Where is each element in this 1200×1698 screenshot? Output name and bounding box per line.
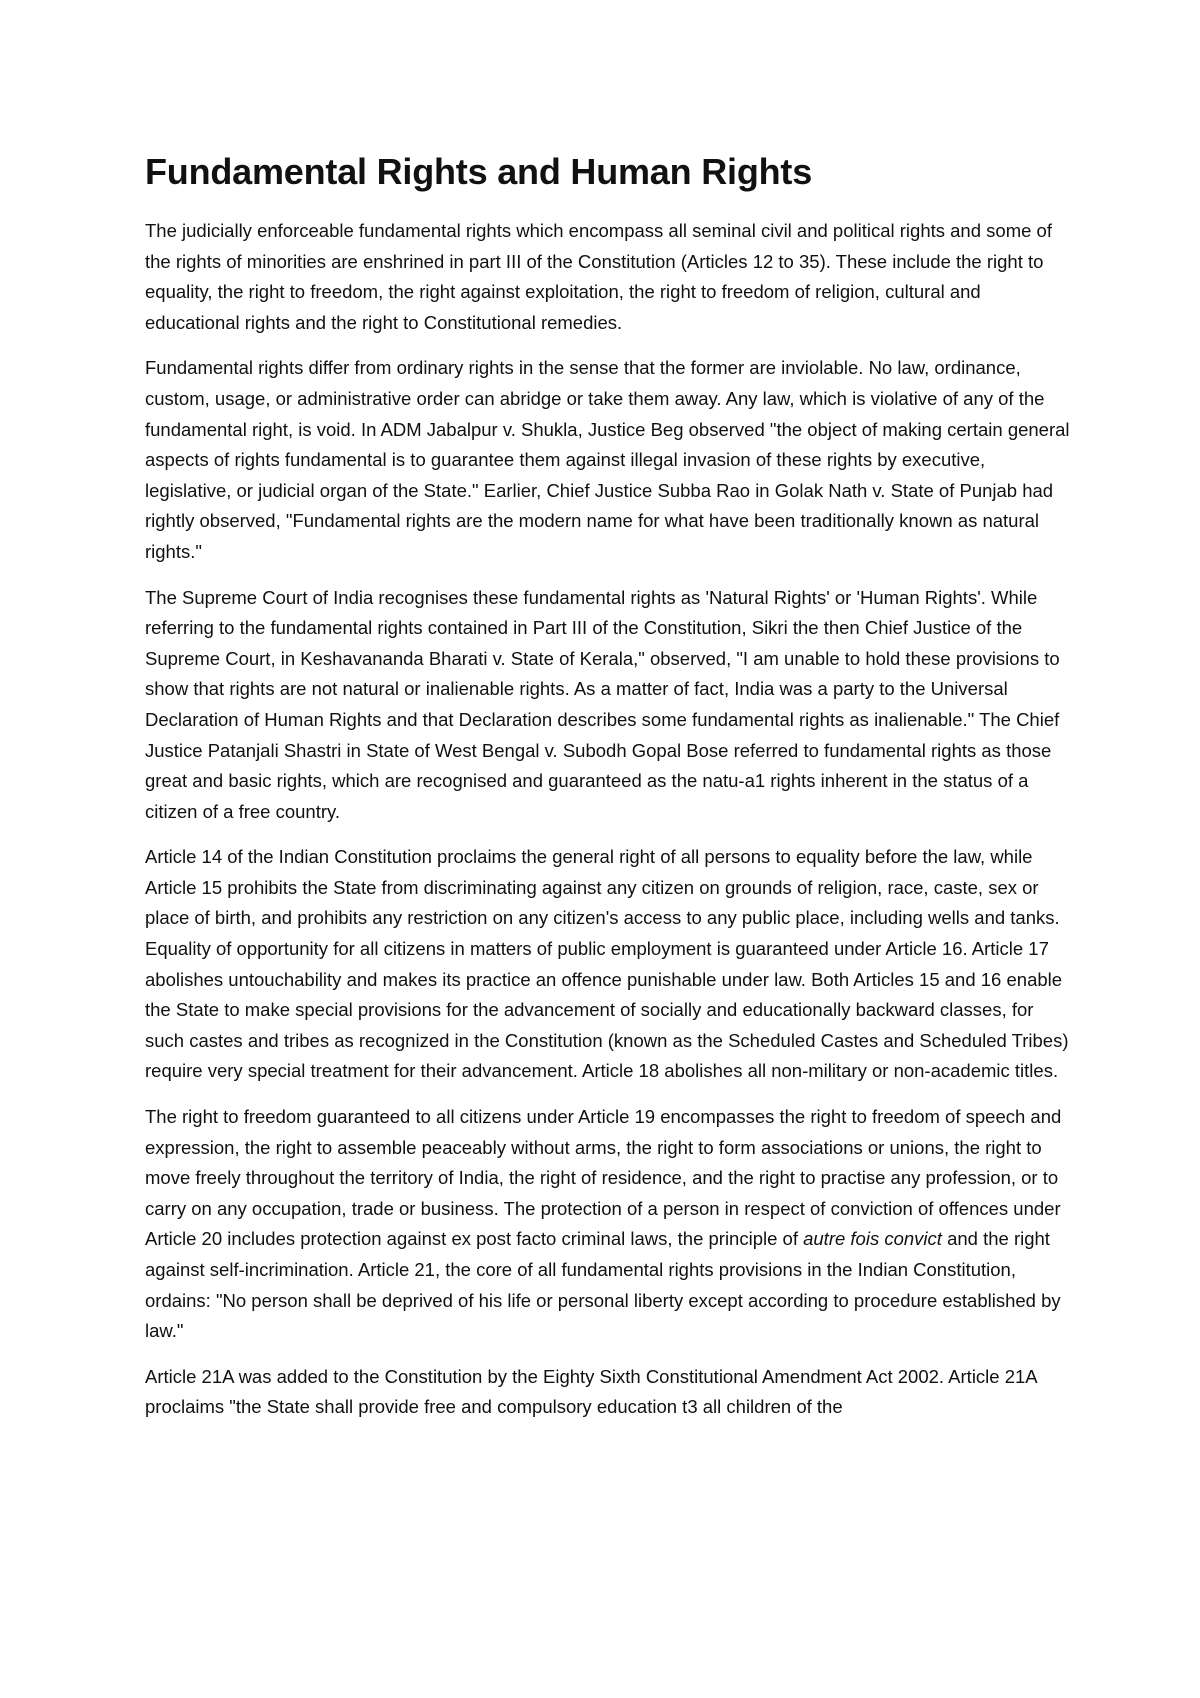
paragraph-5-text-after: and the right against self-incrimination. Article 21, the core of all fundamental rights provisions in the Indian Constitution, ordains: "No person shall be deprived of his life or personal liberty except according to procedure established by law." — [145, 1228, 1061, 1342]
paragraph-5-text-before: The right to freedom guaranteed to all citizens under Article 19 encompasses the right to freedom of speech and expression, the right to assemble peaceably without arms, the right to form associations or unions, the right to move freely throughout the territory of India, the right of residence, and the right to practise any profession, or to carry on any occupation, trade or business. The protection of a person in respect of conviction of offences under Article 20 includes protection against ex post facto criminal laws, the principle of — [145, 1106, 1062, 1250]
paragraph-4: Article 14 of the Indian Constitution proclaims the general right of all persons to equality before the law, while Article 15 prohibits the State from discriminating against any citizen on grounds of religion, race, caste, sex or place of birth, and prohibits any restriction on any citizen's access to any public place, including wells and tanks. Equality of opportunity for all citizens in matters of public employment is guaranteed under Article 16. Article 17 abolishes untouchability and makes its practice an offence punishable under law. Both Articles 15 and 16 enable the State to make special provisions for the advancement of socially and educationally backward classes, for such castes and tribes as recognized in the Constitution (known as the Scheduled Castes and Scheduled Tribes) require very special treatment for their advancement. Article 18 abolishes all non-military or non-academic titles. — [145, 846, 1069, 1082]
paragraph-5 — [145, 1102, 1070, 1347]
paragraph-2: Fundamental rights differ from ordinary rights in the sense that the former are inviolable. No law, ordinance, custom, usage, or administrative order can abridge or take them away. Any law, which is violative of any of the fundamental right, is void. In ADM Jabalpur v. Shukla, Justice Beg observed "the object of making certain general aspects of rights fundamental is to guarantee them against illegal invasion of these rights by executive, legislative, or judicial organ of the State." Earlier, Chief Justice Subba Rao in Golak Nath v. State of Punjab had rightly observed, "Fundamental rights are the modern name for what have been traditionally known as natural rights." — [145, 357, 1070, 562]
document-title: Fundamental Rights and Human Rights — [145, 151, 813, 192]
paragraph-1: The judicially enforceable fundamental rights which encompass all seminal civil and political rights and some of the rights of minorities are enshrined in part III of the Constitution (Articles 12 to 35). These include the right to equality, the right to freedom, the right against exploitation, the right to freedom of religion, cultural and educational rights and the right to Constitutional remedies. — [145, 220, 1052, 333]
document-page — [145, 150, 1070, 1438]
paragraph-5-italic-phrase: autre fois convict — [803, 1228, 942, 1250]
paragraph-6: Article 21A was added to the Constitution by the Eighty Sixth Constitutional Amendment Act 2002. Article 21A proclaims "the State shall provide free and compulsory education t3 all children of the — [145, 1365, 1037, 1418]
paragraph-3: The Supreme Court of India recognises these fundamental rights as 'Natural Rights' or 'Human Rights'. While referring to the fundamental rights contained in Part III of the Constitution, Sikri the then Chief Justice of the Supreme Court, in Keshavananda Bharati v. State of Kerala," observed, "I am unable to hold these provisions to show that rights are not natural or inalienable rights. As a matter of fact, India was a party to the Universal Declaration of Human Rights and that Declaration describes some fundamental rights as inalienable." The Chief Justice Patanjali Shastri in State of West Bengal v. Subodh Gopal Bose referred to fundamental rights as those great and basic rights, which are recognised and guaranteed as the natu-a1 rights inherent in the status of a citizen of a free country. — [145, 586, 1060, 822]
